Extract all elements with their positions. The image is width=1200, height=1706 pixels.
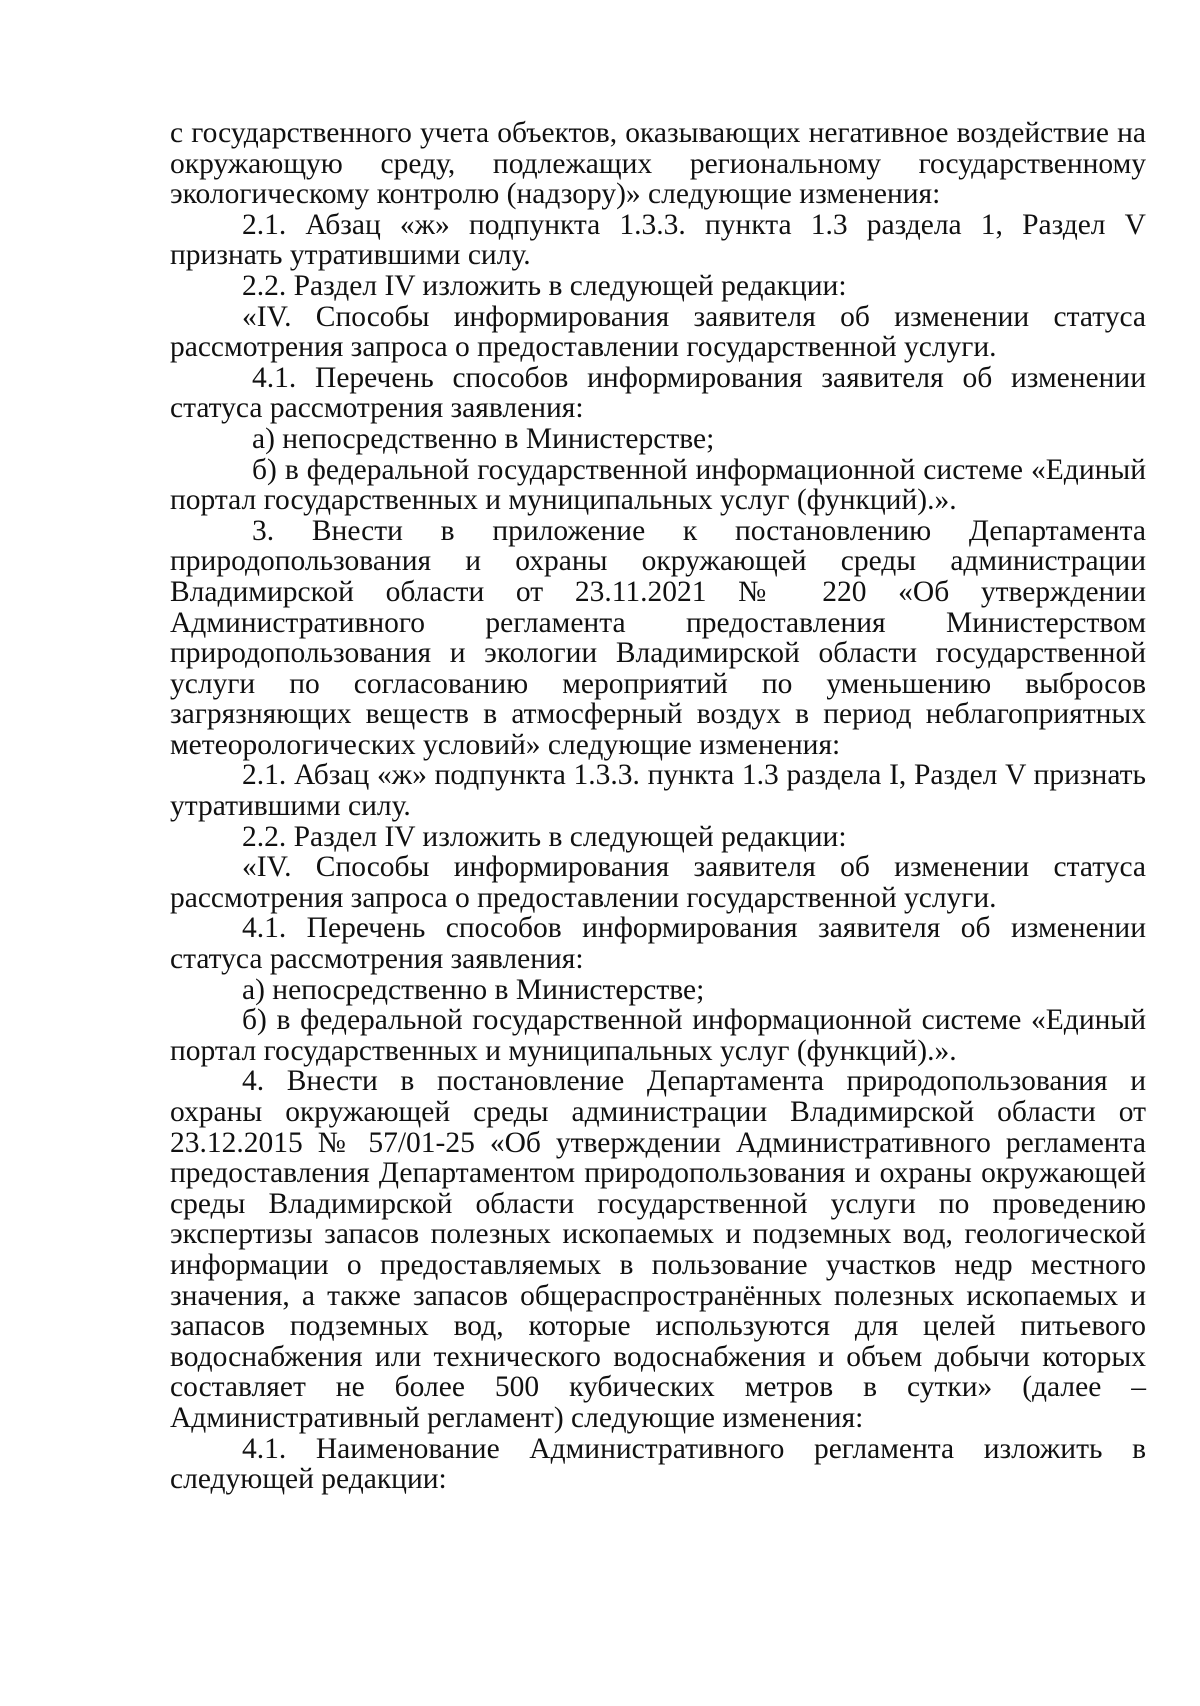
paragraph: 4.1. Наименование Административного регламента изложить в следующей редакции:: [170, 1432, 1146, 1496]
paragraph: 3. Внести в приложение к постановлению Департамента природопользования и охраны окружающей среды администрации Владимирской области от 23.11.2021 № 220 «Об утверждении Административного регламента предоставления Министерством природопользования и экологии Владимирской области государственной услуги по согласованию мероприятий по уменьшению выбросов загрязняющих веществ в атмосферный воздух в период неблагоприятных метеорологических условий» следующие изменения:: [170, 514, 1146, 761]
paragraph: «IV. Способы информирования заявителя об изменении статуса рассмотрения запроса о предоставлении государственной услуги.: [170, 851, 1146, 914]
document-page: [170, 118, 1146, 1495]
paragraph: 4.1. Перечень способов информирования заявителя об изменении статуса рассмотрения заявления:: [170, 361, 1146, 425]
paragraph: «IV. Способы информирования заявителя об изменении статуса рассмотрения запроса о предоставлении государственной услуги.: [170, 300, 1146, 364]
paragraph: 2.1. Абзац «ж» подпункта 1.3.3. пункта 1.3 раздела I, Раздел V признать утратившими силу.: [170, 759, 1146, 823]
paragraph: б) в федеральной государственной информационной системе «Единый портал государственных и муниципальных услуг (функций).».: [170, 1004, 1146, 1067]
paragraph: а) непосредственно в Министерстве;: [242, 973, 705, 1006]
paragraph: 2.2. Раздел IV изложить в следующей редакции:: [242, 820, 847, 853]
paragraph: 2.1. Абзац «ж» подпункта 1.3.3. пункта 1.3 раздела 1, Раздел V признать утратившими силу.: [170, 208, 1146, 272]
paragraph: 2.2. Раздел IV изложить в следующей редакции:: [242, 269, 847, 302]
paragraph: с государственного учета объектов, оказывающих негативное воздействие на окружающую среду, подлежащих региональному государственному экологическому контролю (надзору)» следующие изменения:: [170, 117, 1146, 211]
paragraph: б) в федеральной государственной информационной системе «Единый портал государственных и муниципальных услуг (функций).».: [170, 453, 1146, 517]
paragraph: 4. Внести в постановление Департамента природопользования и охраны окружающей среды администрации Владимирской области от 23.12.2015 № 57/01-25 «Об утверждении Административного регламента предоставления Департаментом природопользования и охраны окружающей среды Владимирской области государственной услуги по проведению экспертизы запасов полезных ископаемых и подземных вод, геологической информации о предоставляемых в пользование участков недр местного значения, а также запасов общераспространённых полезных ископаемых и запасов подземных вод, которые используются для целей питьевого водоснабжения или технического водоснабжения и объем добычи которых составляет не более 500 кубических метров в сутки» (далее – Административный регламент) следующие изменения:: [170, 1065, 1146, 1434]
paragraph: 4.1. Перечень способов информирования заявителя об изменении статуса рассмотрения заявления:: [170, 912, 1146, 976]
paragraph: а) непосредственно в Министерстве;: [252, 422, 715, 455]
